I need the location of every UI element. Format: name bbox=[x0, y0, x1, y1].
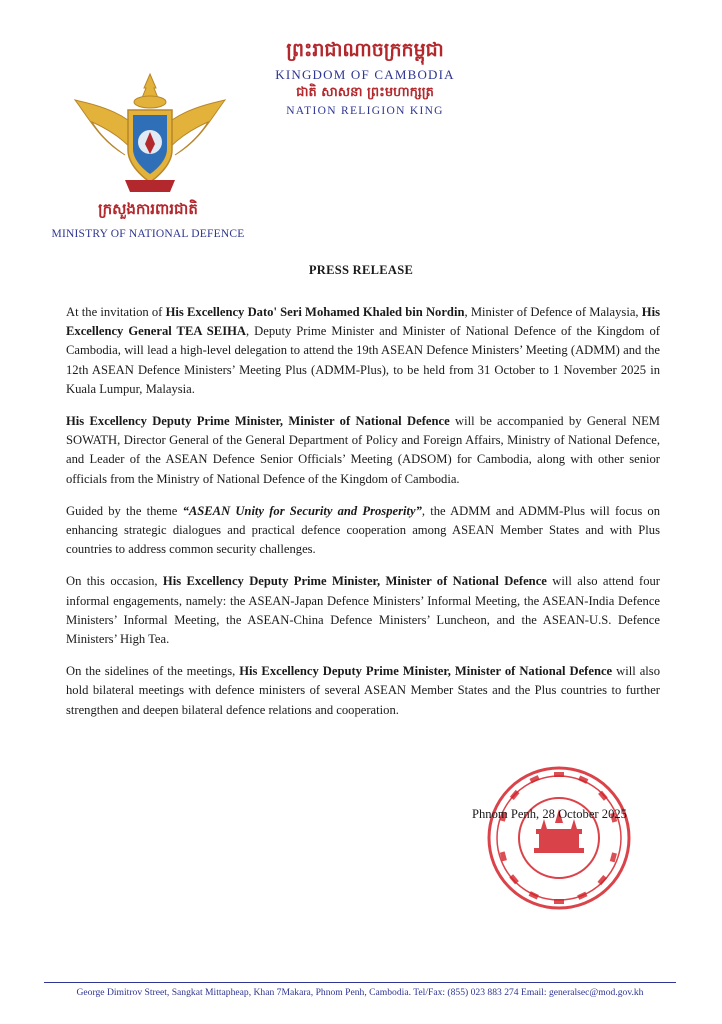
bold-run: His Excellency Deputy Prime Minister, Minister of National Defence bbox=[239, 664, 613, 679]
page-title: PRESS RELEASE bbox=[308, 263, 414, 277]
text-run: On the sidelines of the meetings, bbox=[66, 664, 240, 679]
date-line: Phnom Penh, 28 October 2025 bbox=[472, 807, 627, 821]
paragraph-4 bbox=[66, 572, 660, 649]
text-run: will also hold bilateral meetings with defence ministers of several ASEAN Member States and the Plus countries to further strengthen and deepen bilateral defence relations and cooperation. bbox=[66, 664, 660, 717]
bold-run: His Excellency Dato' Seri Mohamed Khaled bin Nordin bbox=[165, 305, 465, 319]
bold-run: His Excellency Deputy Prime Minister, Minister of National Defence bbox=[66, 414, 450, 429]
kingdom-name-khmer: ព្រះរាជាណាចក្រកម្ពុជា bbox=[286, 39, 444, 61]
kingdom-name-english: KINGDOM OF CAMBODIA bbox=[275, 67, 455, 82]
motto-english: NATION RELIGION KING bbox=[286, 105, 444, 117]
official-seal-stamp-icon bbox=[484, 763, 634, 913]
footer-divider bbox=[44, 982, 676, 983]
text-run: , Minister of Defence of Malaysia, bbox=[464, 305, 642, 319]
ministry-name-khmer: ក្រសួងការពារជាតិ bbox=[98, 200, 198, 218]
paragraph-3 bbox=[66, 502, 660, 560]
text-run: At the invitation of bbox=[66, 305, 166, 319]
press-release-body bbox=[66, 303, 660, 733]
ministry-name-english: MINISTRY OF NATIONAL DEFENCE bbox=[51, 228, 245, 240]
text-run: On this occasion, bbox=[66, 574, 163, 589]
text-run: , Deputy Prime Minister and Minister of National Defence of the Kingdom of Cambodia, will lead a high-level delegation to attend the 19th ASEAN Defence Ministers’ Meeting (ADMM) and the 12th ASEAN Defence Ministers’ Meeting Plus (ADMM-Plus), to be held from 31 October to 1 November 2025 in Kuala Lumpur, Malaysia. bbox=[66, 324, 660, 396]
ministry-emblem-icon bbox=[70, 70, 230, 200]
theme-quote: “ASEAN Unity for Security and Prosperity” bbox=[182, 503, 422, 518]
paragraph-1 bbox=[66, 303, 660, 399]
bold-run: His Excellency General TEA SEIHA bbox=[66, 305, 660, 339]
text-run: , the ADMM and ADMM-Plus will focus on enhancing strategic dialogues and practical defence cooperation among ASEAN Member States and with Plus countries to address common security challenges. bbox=[66, 503, 661, 557]
text-run: Guided by the theme bbox=[66, 503, 183, 518]
paragraph-2 bbox=[66, 412, 660, 489]
text-run: will also attend four informal engagements, namely: the ASEAN-Japan Defence Ministers’ Informal Meeting, the ASEAN-India Defence Ministers’ Informal Meeting, the ASEAN-China Defence Ministers’ Luncheon, and the ASEAN-U.S. Defence Ministers’ High Tea. bbox=[66, 574, 660, 647]
bold-run: His Excellency Deputy Prime Minister, Minister of National Defence bbox=[162, 574, 547, 589]
text-run: will be accompanied by General NEM SOWATH, Director General of the General Department of Policy and Foreign Affairs, Ministry of National Defence, and Leader of the ASEAN Defence Senior Officials’ Meeting (ADSOM) for Cambodia, along with other senior officials from the Ministry of National Defence of the Kingdom of Cambodia. bbox=[66, 414, 661, 486]
motto-khmer: ជាតិ សាសនា ព្រះមហាក្សត្រ bbox=[296, 85, 434, 100]
footer-address: George Dimitrov Street, Sangkat Mittapheap, Khan 7Makara, Phnom Penh, Cambodia. Tel/Fax: (855) 023 883 274 Email: generalsec@mod.gov.kh bbox=[76, 987, 644, 998]
paragraph-5 bbox=[66, 662, 660, 720]
